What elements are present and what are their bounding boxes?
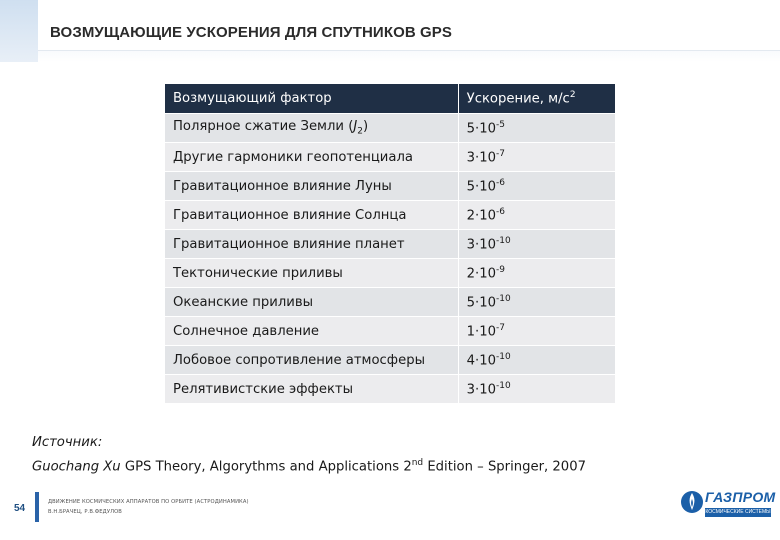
acceleration-exponent: -7 — [496, 148, 506, 159]
factor-text: Полярное сжатие Земли ( — [173, 119, 354, 135]
column-header-acceleration-label: Ускорение, м/с — [466, 91, 570, 107]
table-row — [165, 114, 616, 143]
factor-cell — [165, 259, 459, 288]
table-row — [165, 143, 616, 172]
acceleration-exponent: -10 — [496, 235, 511, 246]
table-row — [165, 201, 616, 230]
source-author: Guochang Xu — [32, 459, 121, 475]
factor-cell — [165, 201, 459, 230]
factor-cell — [165, 288, 459, 317]
column-header-factor: Возмущающий фактор — [165, 84, 459, 114]
source-edition-sup: nd — [411, 458, 424, 468]
acceleration-mantissa: 2·10 — [466, 208, 497, 224]
table-row — [165, 346, 616, 375]
page-title: ВОЗМУЩАЮЩИЕ УСКОРЕНИЯ ДЛЯ СПУТНИКОВ GPS — [50, 24, 453, 41]
factor-text: Гравитационное влияние планет — [173, 236, 405, 252]
acceleration-exponent: -10 — [496, 380, 511, 391]
acceleration-exponent: -9 — [496, 264, 506, 275]
page-number: 54 — [14, 503, 26, 514]
acceleration-cell — [458, 172, 615, 201]
acceleration-mantissa: 2·10 — [466, 266, 497, 282]
source-reference — [32, 453, 586, 477]
table-row — [165, 317, 616, 346]
source-title: GPS Theory, Algorythms and Applications 2 — [120, 459, 412, 475]
column-header-acceleration-exp: 2 — [569, 90, 576, 101]
acceleration-cell — [458, 317, 615, 346]
acceleration-cell — [458, 375, 615, 404]
acceleration-exponent: -6 — [496, 206, 506, 217]
acceleration-mantissa: 5·10 — [466, 121, 497, 137]
perturbation-table — [164, 83, 616, 404]
footer-divider — [35, 492, 39, 522]
source-citation — [32, 433, 586, 477]
factor-text: Гравитационное влияние Солнца — [173, 207, 407, 223]
footer-caption — [48, 497, 249, 517]
factor-symbol-sub: 2 — [357, 126, 363, 137]
acceleration-mantissa: 4·10 — [466, 353, 497, 369]
factor-cell — [165, 375, 459, 404]
footer-line-2: В.Н.БРАЧЕЦ, Р.В.ФЕДУЛОВ — [48, 509, 122, 515]
logo-subtitle: КОСМИЧЕСКИЕ СИСТЕМЫ — [705, 509, 771, 515]
acceleration-cell — [458, 143, 615, 172]
acceleration-exponent: -10 — [496, 293, 511, 304]
acceleration-exponent: -6 — [496, 177, 506, 188]
column-header-acceleration — [458, 84, 615, 114]
factor-cell — [165, 230, 459, 259]
acceleration-exponent: -10 — [496, 351, 511, 362]
table-row — [165, 288, 616, 317]
acceleration-mantissa: 3·10 — [466, 237, 497, 253]
table-body — [165, 114, 616, 404]
factor-cell — [165, 317, 459, 346]
acceleration-exponent: -7 — [496, 322, 506, 333]
gazprom-logo-icon — [680, 480, 775, 530]
factor-text: Другие гармоники геопотенциала — [173, 149, 413, 165]
acceleration-mantissa: 3·10 — [466, 382, 497, 398]
table-header-row — [165, 84, 616, 114]
table-row — [165, 259, 616, 288]
acceleration-exponent: -5 — [496, 119, 506, 130]
factor-text: Лобовое сопротивление атмосферы — [173, 352, 425, 368]
factor-text: Гравитационное влияние Луны — [173, 178, 392, 194]
factor-tail: ) — [362, 119, 369, 135]
acceleration-cell — [458, 288, 615, 317]
acceleration-mantissa: 5·10 — [466, 295, 497, 311]
table-row — [165, 375, 616, 404]
acceleration-mantissa: 3·10 — [466, 150, 497, 166]
factor-cell — [165, 143, 459, 172]
table-row — [165, 230, 616, 259]
factor-symbol: J — [353, 119, 358, 135]
factor-cell — [165, 346, 459, 375]
source-label: Источник: — [32, 435, 103, 450]
factor-text: Солнечное давление — [173, 323, 320, 339]
factor-text: Океанские приливы — [173, 294, 314, 310]
factor-cell — [165, 172, 459, 201]
source-publisher: Edition – Springer, 2007 — [423, 459, 586, 475]
footer-line-1: ДВИЖЕНИЕ КОСМИЧЕСКИХ АППАРАТОВ ПО ОРБИТЕ (АСТРОДИНАМИКА) — [48, 499, 249, 505]
factor-cell — [165, 114, 459, 143]
factor-text: Тектонические приливы — [173, 265, 343, 281]
acceleration-cell — [458, 114, 615, 143]
table-row — [165, 172, 616, 201]
acceleration-mantissa: 1·10 — [466, 324, 497, 340]
acceleration-cell — [458, 259, 615, 288]
acceleration-cell — [458, 230, 615, 259]
logo-wordmark: ГАЗПРОМ — [705, 489, 776, 505]
factor-text: Релятивистские эффекты — [173, 381, 354, 397]
header-left-strip — [0, 0, 38, 62]
acceleration-cell — [458, 346, 615, 375]
acceleration-mantissa: 5·10 — [466, 179, 497, 195]
acceleration-cell — [458, 201, 615, 230]
